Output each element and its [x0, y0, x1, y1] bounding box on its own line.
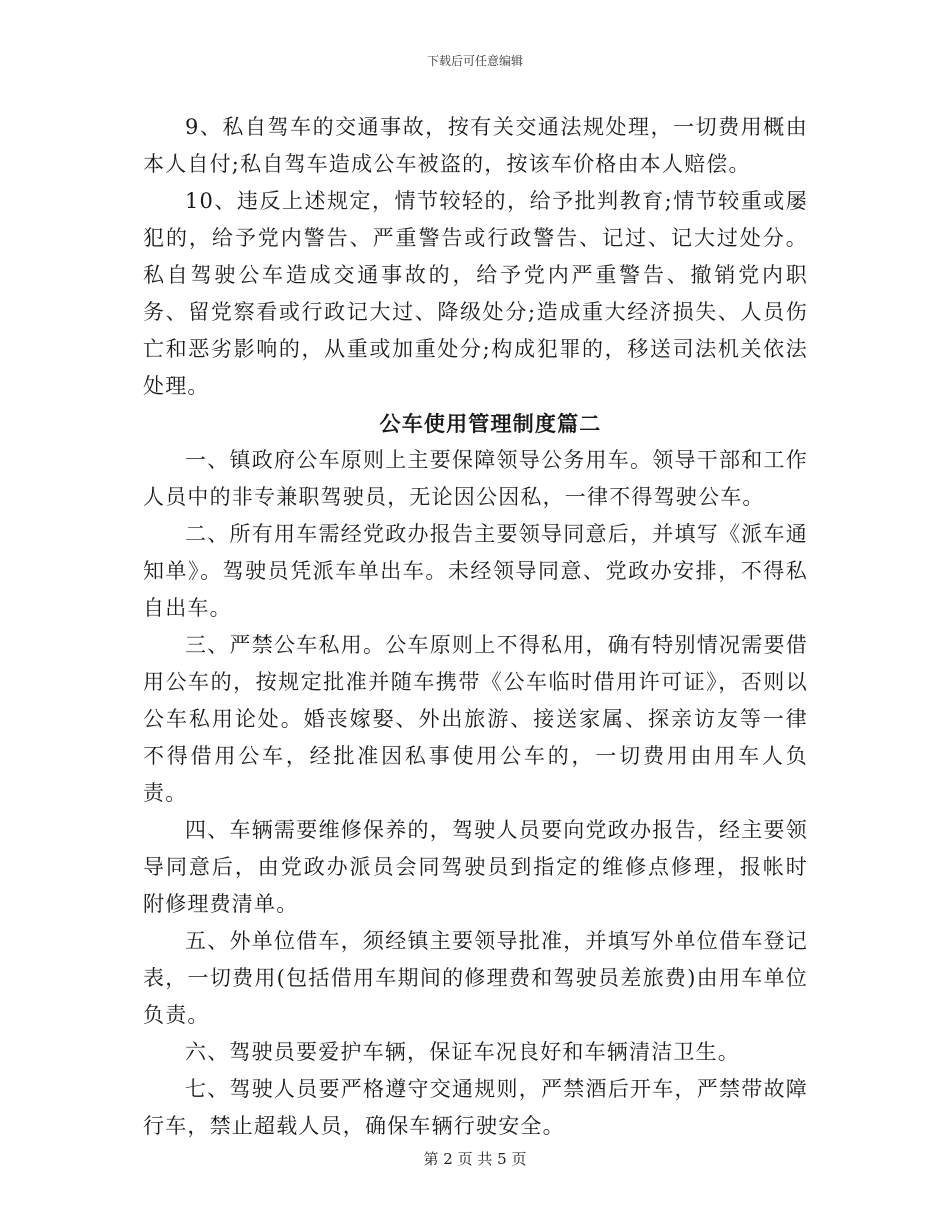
paragraph-item-5: 五、外单位借车，须经镇主要领导批准，并填写外单位借车登记表，一切费用(包括借用车期间的修理费和驾驶员差旅费)由用车单位负责。: [143, 929, 808, 1027]
header-note: 下载后可任意编辑: [426, 54, 523, 68]
paragraph-item-3: 三、严禁公车私用。公车原则上不得私用，确有特别情况需要借用公车的，按规定批准并随车携带《公车临时借用许可证》，否则以公车私用论处。婚丧嫁娶、外出旅游、接送家属、探亲访友等一律不得借用公车，经批准因私事使用公车的，一切费用由用车人负责。: [143, 633, 808, 805]
paragraph-item-7: 七、驾驶人员要严格遵守交通规则，严禁酒后开车，严禁带故障行车，禁止超载人员，确保车辆行驶安全。: [143, 1077, 808, 1138]
document-body: [143, 109, 808, 1145]
paragraph-item-2: 二、所有用车需经党政办报告主要领导同意后，并填写《派车通知单》。驾驶员凭派车单出车。未经领导同意、党政办安排，不得私自出车。: [143, 522, 808, 620]
paragraph-10: 10、违反上述规定，情节较轻的，给予批判教育;情节较重或屡犯的，给予党内警告、严重警告或行政警告、记过、记大过处分。私自驾驶公车造成交通事故的，给予党内严重警告、撤销党内职务、留党察看或行政记大过、降级处分;造成重大经济损失、人员伤亡和恶劣影响的，从重或加重处分;构成犯罪的，移送司法机关依法处理。: [143, 189, 808, 398]
page-indicator: 第 2 页 共 5 页: [423, 1150, 527, 1168]
paragraph-9: 9、私自驾车的交通事故，按有关交通法规处理，一切费用概由本人自付;私自驾车造成公车被盗的，按该车价格由本人赔偿。: [143, 115, 808, 176]
paragraph-item-6: 六、驾驶员要爱护车辆，保证车况良好和车辆清洁卫生。: [185, 1040, 740, 1064]
paragraph-item-1: 一、镇政府公车原则上主要保障领导公务用车。领导干部和工作人员中的非专兼职驾驶员，无论因公因私，一律不得驾驶公车。: [143, 448, 808, 509]
section-title: 公车使用管理制度篇二: [379, 411, 602, 436]
paragraph-item-4: 四、车辆需要维修保养的，驾驶人员要向党政办报告，经主要领导同意后，由党政办派员会同驾驶员到指定的维修点修理，报帐时附修理费清单。: [143, 818, 808, 916]
